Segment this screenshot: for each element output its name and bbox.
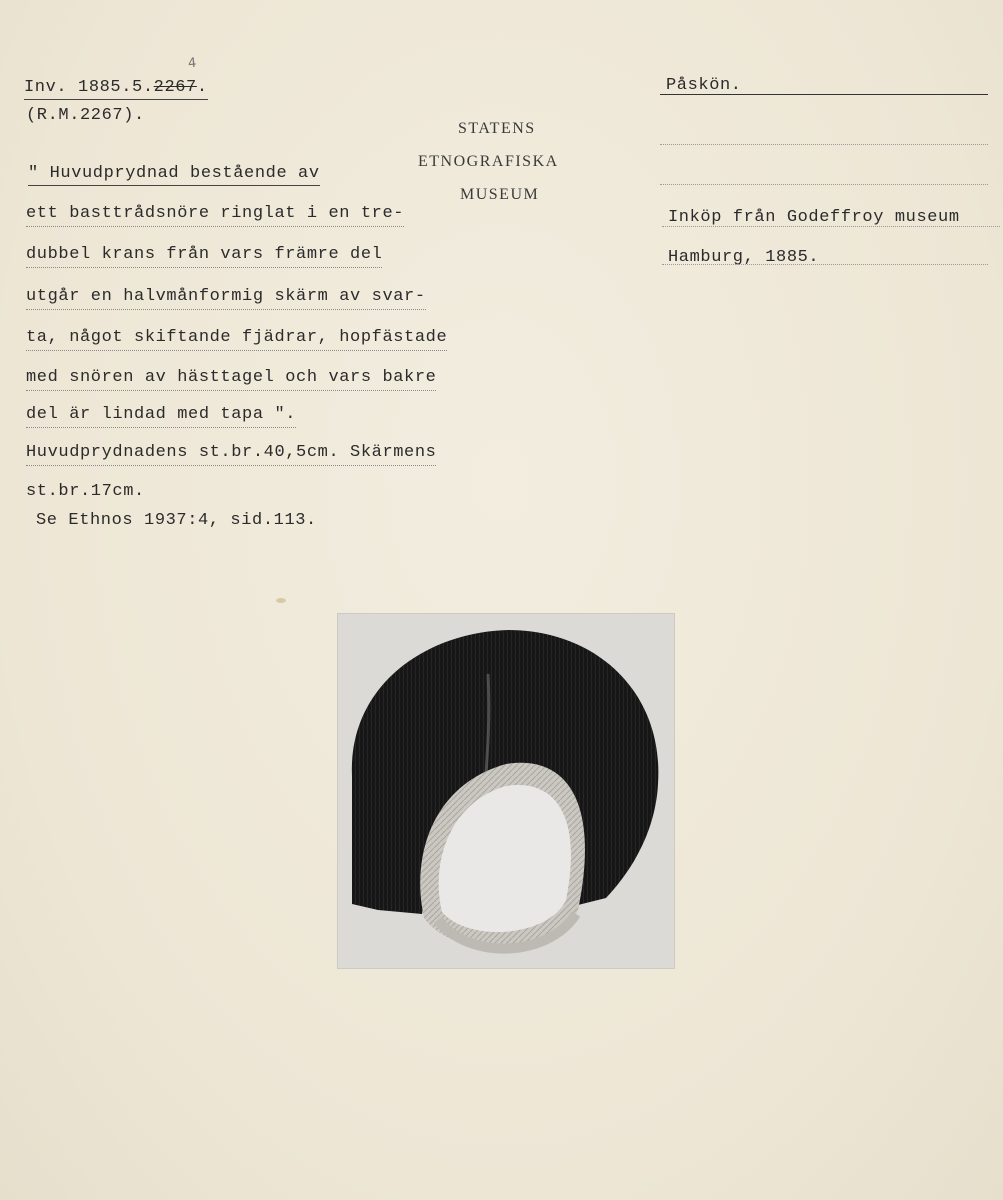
provenance-line1: Inköp från Godeffroy museum [668,208,960,227]
description-line-2: ett basttrådsnöre ringlat i en tre- [26,204,404,227]
pencil-correction: 4 [187,55,197,72]
blank-rule-1 [660,144,988,145]
inv-suffix: . [196,78,208,97]
provenance-line2: Hamburg, 1885. [668,248,820,267]
description-line-3: dubbel krans från vars främre del [26,245,382,268]
provenance-rule-1 [662,226,1000,227]
inv-prefix: Inv. [24,78,68,97]
description-line-8: Huvudprydnadens st.br.40,5cm. Skärmens [26,443,436,466]
museum-stamp-line1: STATENS [458,120,536,137]
blank-rule-2 [660,184,988,185]
feather-headdress-photo [338,614,674,968]
paper-stain [276,598,286,603]
rm-number: (R.M.2267). [26,106,145,125]
museum-stamp-line3: MUSEUM [460,186,540,203]
inventory-number [24,78,208,100]
inv-crossed-number: 2267 [153,78,197,97]
description-line-6: med snören av hästtagel och vars bakre [26,368,436,391]
description-line-9: st.br.17cm. [26,482,145,501]
inv-number: 1885.5. [78,78,154,97]
description-line-5: ta, något skiftande fjädrar, hopfästade [26,328,447,351]
description-line-1: " Huvudprydnad bestående av [28,164,320,186]
museum-stamp-line2: ETNOGRAFISKA [418,153,559,170]
location: Påskön. [666,76,742,95]
headdress-image [338,614,674,968]
provenance-rule-2 [662,264,988,265]
location-rule [660,94,988,95]
description-line-7: del är lindad med tapa ". [26,405,296,428]
description-line-4: utgår en halvmånformig skärm av svar- [26,287,426,310]
reference: Se Ethnos 1937:4, sid.113. [36,511,317,530]
